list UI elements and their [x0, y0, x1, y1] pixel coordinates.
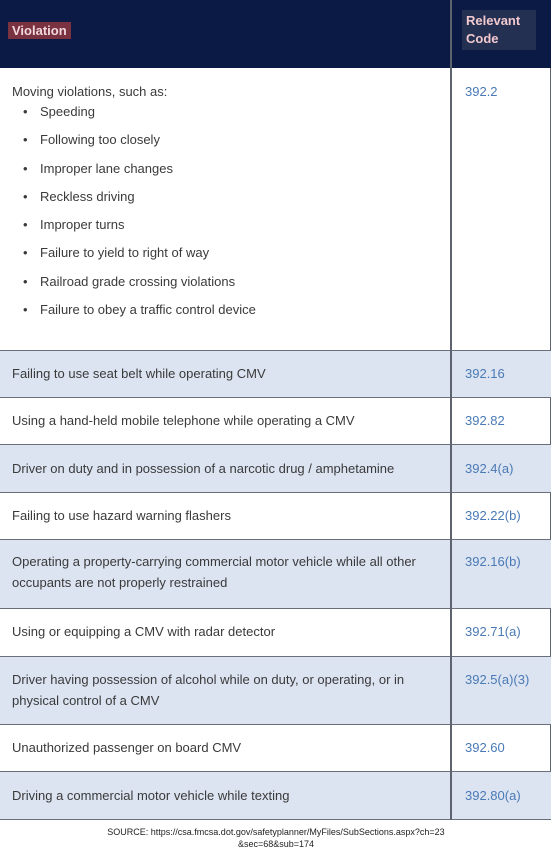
- list-item: • Failure to yield to right of way: [12, 243, 442, 271]
- table-header: [0, 0, 551, 68]
- table-row: [0, 609, 551, 656]
- violation-line: Driver having possession of alcohol while on duty, or operating, or in: [12, 672, 405, 687]
- code-cell: 392.4(a): [465, 461, 514, 476]
- column-divider: [450, 0, 452, 820]
- violation-cell: Using or equipping a CMV with radar detector: [12, 624, 276, 639]
- source-line1: SOURCE: https://csa.fmcsa.dot.gov/safetyplanner/MyFiles/SubSections.aspx?ch=23: [107, 827, 445, 837]
- table-row: [0, 772, 551, 819]
- code-cell: 392.60: [465, 740, 505, 755]
- header-code-line2: Code: [466, 31, 499, 46]
- code-cell: 392.16(b): [465, 554, 521, 569]
- list-item: • Failure to obey a traffic control device: [12, 300, 442, 328]
- row-divider: [0, 819, 551, 820]
- list-item: • Improper lane changes: [12, 159, 442, 187]
- source-line2: &sec=68&sub=174: [237, 839, 315, 849]
- table-row: [0, 351, 551, 397]
- code-cell: 392.80(a): [465, 788, 521, 803]
- violation-cell: Driver on duty and in possession of a narcotic drug / amphetamine: [12, 461, 395, 476]
- violation-cell: Driving a commercial motor vehicle while texting: [12, 788, 290, 803]
- table-row: [0, 540, 551, 608]
- table-row: [0, 68, 551, 350]
- violation-cell: Using a hand-held mobile telephone while operating a CMV: [12, 413, 355, 428]
- table-row: [0, 657, 551, 724]
- bullet-list: [12, 102, 442, 328]
- table-row: [0, 445, 551, 492]
- header-violation: Violation: [8, 22, 71, 39]
- list-item: • Following too closely: [12, 130, 442, 158]
- source-citation: [0, 826, 552, 850]
- list-item: • Improper turns: [12, 215, 442, 243]
- violation-cell: Unauthorized passenger on board CMV: [12, 740, 242, 755]
- code-cell: 392.16: [465, 366, 505, 381]
- list-item: • Speeding: [12, 102, 442, 130]
- code-cell: 392.22(b): [465, 508, 521, 523]
- header-code-line1: Relevant: [466, 13, 521, 28]
- violation-line: Operating a property-carrying commercial motor vehicle while all other: [12, 554, 416, 569]
- violation-line: occupants are not properly restrained: [12, 575, 228, 590]
- violation-line: physical control of a CMV: [12, 693, 160, 708]
- violation-text: Moving violations, such as:: [12, 84, 168, 99]
- table-row: [0, 493, 551, 539]
- header-relevant-code: [462, 10, 536, 50]
- violation-cell: [12, 551, 442, 593]
- table-row: [0, 398, 551, 444]
- code-cell: 392.71(a): [465, 624, 521, 639]
- violation-cell: Failing to use seat belt while operating CMV: [12, 366, 266, 381]
- code-cell: 392.5(a)(3): [465, 672, 530, 687]
- violation-cell: Failing to use hazard warning flashers: [12, 508, 231, 523]
- violation-cell: [12, 669, 442, 711]
- code-cell: 392.82: [465, 413, 505, 428]
- list-item: • Railroad grade crossing violations: [12, 272, 442, 300]
- table-row: [0, 725, 551, 771]
- code-cell: 392.2: [465, 84, 498, 99]
- list-item: • Reckless driving: [12, 187, 442, 215]
- violation-cell: [12, 81, 442, 328]
